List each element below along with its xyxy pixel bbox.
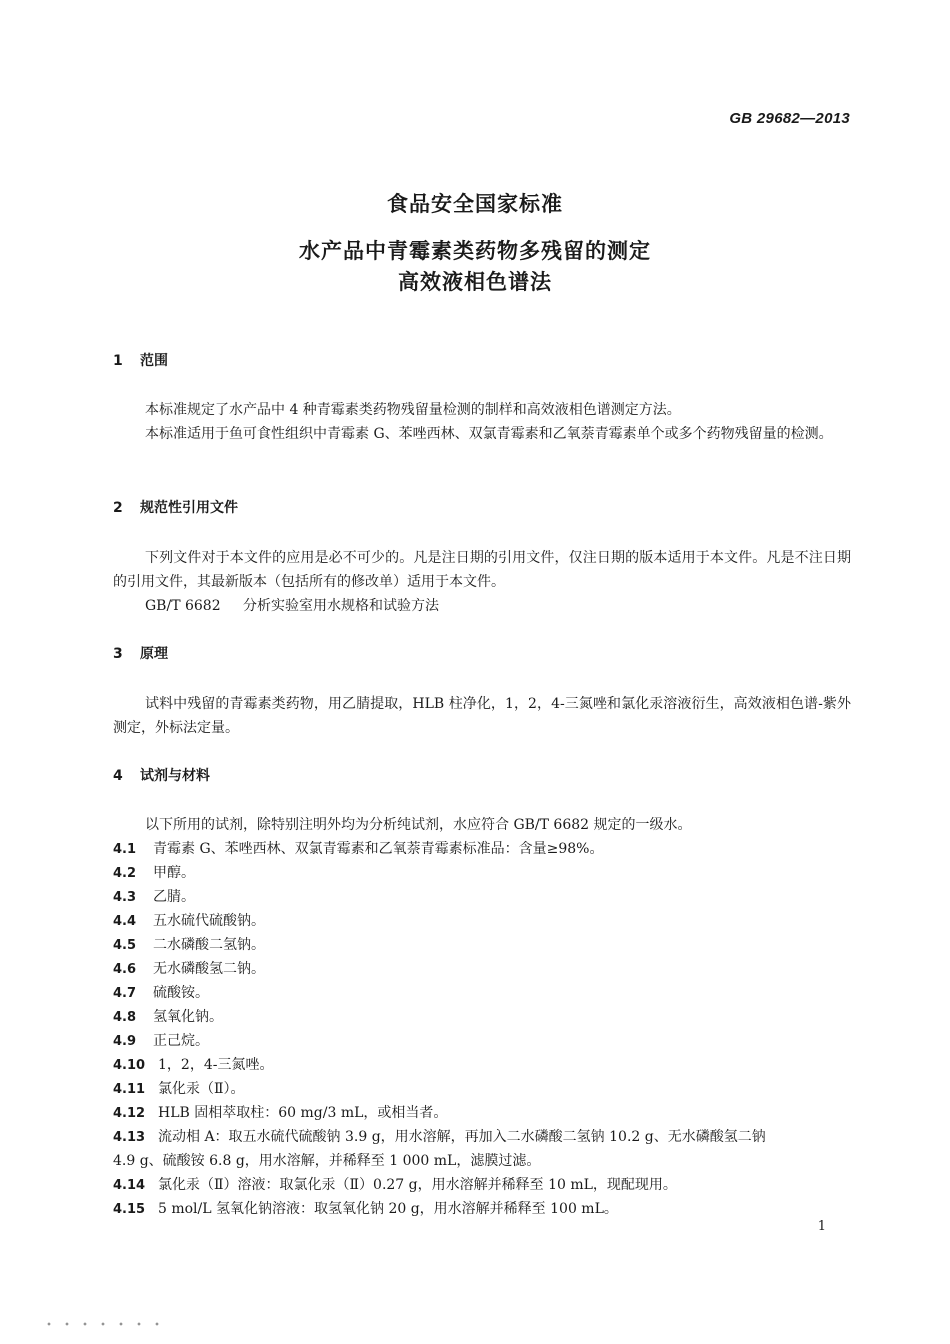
item-number: 4.9: [113, 1034, 137, 1049]
item-number: 4.13: [113, 1130, 146, 1145]
item-text: 正己烷。: [153, 1033, 209, 1049]
item-text: 流动相 A：取五水硫代硫酸钠 3.9 g，用水溶解，再加入二水磷酸二氢钠 10.2 g、无水磷酸氢二钠: [158, 1129, 766, 1145]
section-1-paragraph-2: 本标准适用于鱼可食性组织中青霉素 G、苯唑西林、双氯青霉素和乙氧萘青霉素单个或多个药物残留量的检测。: [145, 426, 833, 442]
item-number: 4.14: [113, 1178, 146, 1193]
list-item-continuation: 4.9 g、硫酸铵 6.8 g，用水溶解，并稀释至 1 000 mL，滤膜过滤。: [113, 1153, 541, 1169]
item-text: 二水磷酸二氢钠。: [153, 937, 265, 953]
section-number: 4: [113, 768, 123, 784]
list-item: [113, 885, 851, 910]
section-4-heading: [113, 767, 210, 785]
item-number: 4.10: [113, 1058, 146, 1073]
section-title: 范围: [140, 353, 168, 369]
item-number: 4.6: [113, 962, 137, 977]
item-number: 4.4: [113, 914, 137, 929]
section-number: 3: [113, 646, 123, 662]
section-title: 试剂与材料: [140, 768, 210, 784]
section-2-heading: [113, 499, 238, 517]
section-number: 1: [113, 353, 123, 369]
title-line-3: 高效液相色谱法: [398, 270, 552, 294]
list-item: [113, 1197, 851, 1222]
list-item: [113, 957, 851, 982]
section-number: 2: [113, 500, 123, 516]
title-line-2: 水产品中青霉素类药物多残留的测定: [299, 239, 651, 263]
item-number: 4.8: [113, 1010, 137, 1025]
reference-title: 分析实验室用水规格和试验方法: [243, 598, 439, 614]
list-item: [113, 1005, 851, 1030]
item-text: 甲醇。: [153, 865, 195, 881]
item-number: 4.2: [113, 866, 137, 881]
item-text: 乙腈。: [153, 889, 195, 905]
normative-reference: [145, 594, 439, 618]
item-number: 4.7: [113, 986, 137, 1001]
item-number: 4.1: [113, 842, 137, 857]
list-item: [113, 1125, 851, 1150]
title-block: [0, 190, 950, 296]
section-title: 原理: [140, 646, 168, 662]
section-4-intro: 以下所用的试剂，除特别注明外均为分析纯试剂，水应符合 GB/T 6682 规定的一级水。: [145, 817, 692, 833]
list-item: [113, 909, 851, 934]
item-text: HLB 固相萃取柱：60 mg/3 mL，或相当者。: [158, 1105, 448, 1121]
item-text: 硫酸铵。: [153, 985, 209, 1001]
list-item: [113, 1173, 851, 1198]
section-3-paragraph-1: 试料中残留的青霉素类药物，用乙腈提取，HLB 柱净化，1，2，4-三氮唑和氯化汞溶液衍生，高效液相色谱-紫外测定，外标法定量。: [113, 696, 851, 736]
list-item: [113, 1077, 851, 1102]
section-1-paragraph-1: 本标准规定了水产品中 4 种青霉素类药物残留量检测的制样和高效液相色谱测定方法。: [145, 402, 681, 418]
item-number: 4.11: [113, 1082, 146, 1097]
list-item: [113, 1029, 851, 1054]
list-item: [113, 837, 851, 862]
section-title: 规范性引用文件: [140, 500, 238, 516]
item-text: 青霉素 G、苯唑西林、双氯青霉素和乙氧萘青霉素标准品：含量≥98%。: [153, 841, 604, 857]
list-item: [113, 1101, 851, 1126]
item-text: 氯化汞（Ⅱ）溶液：取氯化汞（Ⅱ）0.27 g，用水溶解并稀释至 10 mL，现配现用。: [158, 1177, 677, 1193]
item-text: 氢氧化钠。: [153, 1009, 223, 1025]
page-number: 1: [817, 1219, 826, 1234]
scan-artifact-dots: [40, 1322, 170, 1326]
item-number: 4.15: [113, 1202, 146, 1217]
list-item: [113, 933, 851, 958]
section-3-heading: [113, 645, 168, 663]
list-item: [113, 861, 851, 886]
item-text: 五水硫代硫酸钠。: [153, 913, 265, 929]
section-2-paragraph-1: 下列文件对于本文件的应用是必不可少的。凡是注日期的引用文件，仅注日期的版本适用于本文件。凡是不注日期的引用文件，其最新版本（包括所有的修改单）适用于本文件。: [113, 550, 851, 590]
list-item: [113, 1053, 851, 1078]
list-item: [113, 981, 851, 1006]
item-text: 氯化汞（Ⅱ）。: [158, 1081, 245, 1097]
reference-code: GB/T 6682: [145, 598, 221, 614]
item-text: 无水磷酸氢二钠。: [153, 961, 265, 977]
title-line-1: 食品安全国家标准: [387, 192, 563, 216]
item-number: 4.12: [113, 1106, 146, 1121]
section-1-heading: [113, 352, 168, 370]
item-text: 1，2，4-三氮唑。: [158, 1057, 274, 1073]
item-text: 5 mol/L 氢氧化钠溶液：取氢氧化钠 20 g，用水溶解并稀释至 100 mL。: [158, 1201, 618, 1217]
item-number: 4.5: [113, 938, 137, 953]
item-number: 4.3: [113, 890, 137, 905]
standard-code: GB 29682—2013: [729, 110, 850, 127]
